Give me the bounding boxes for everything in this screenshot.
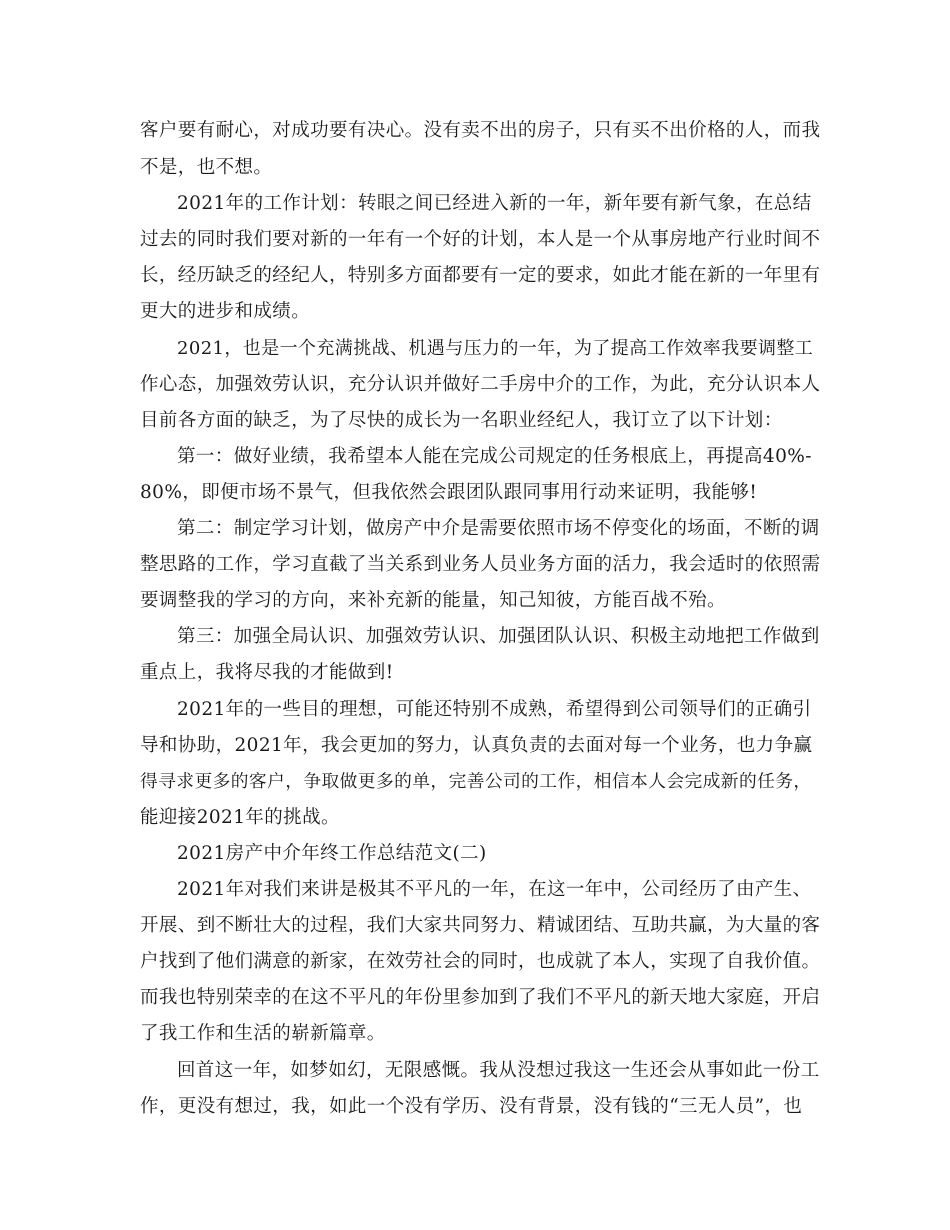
text-line: 得寻求更多的客户，争取做更多的单，完善公司的工作，相信本人会完成新的任务， <box>140 772 812 792</box>
text-line: 回首这一年，如梦如幻，无限感慨。我从没想过我这一生还会从事如此一份工 <box>177 1060 820 1081</box>
text-line: 第三：加强全局认识、加强效劳认识、加强团队认识、积极主动地把工作做到 <box>177 626 820 647</box>
text-line: 更大的进步和成绩。 <box>140 301 311 322</box>
text-line: 导和协助，2021年，我会更加的努力，认真负责的去面对每一个业务，也力争赢 <box>140 735 813 756</box>
text-line: 2021，也是一个充满挑战、机遇与压力的一年，为了提高工作效率我要调整工 <box>177 338 814 359</box>
text-line: 2021年的工作计划：转眼之间已经进入新的一年，新年要有新气象，在总结 <box>177 193 812 214</box>
text-line: 了我工作和生活的崭新篇章。 <box>140 1023 386 1044</box>
text-line: 整思路的工作，学习直截了当关系到业务人员业务方面的活力，我会适时的依照需 <box>140 554 821 575</box>
text-line: 过去的同时我们要对新的一年有一个好的计划，本人是一个从事房地产行业时间不 <box>140 229 821 250</box>
text-line: 作心态，加强效劳认识，充分认识并做好二手房中介的工作，为此，充分认识本人 <box>140 374 821 395</box>
text-line: 2021年的一些目的理想，可能还特别不成熟，希望得到公司领导们的正确引 <box>177 699 812 720</box>
text-line: 长，经历缺乏的经纪人，特别多方面都要有一定的要求，如此才能在新的一年里有 <box>140 265 821 286</box>
text-line: 开展、到不断壮大的过程，我们大家共同努力、精诚团结、互助共赢，为大量的客 <box>140 915 821 936</box>
text-line: 第一：做好业绩，我希望本人能在完成公司规定的任务根底上，再提高40%- <box>177 446 812 467</box>
text-line: 要调整我的学习的方向，来补充新的能量，知己知彼，方能百战不殆。 <box>140 590 726 611</box>
section-heading: 2021房产中介年终工作总结范文(二) <box>177 843 487 864</box>
text-line: 而我也特别荣幸的在这不平凡的年份里参加到了我们不平凡的新天地大家庭，开启 <box>140 987 821 1008</box>
text-line: 户找到了他们满意的新家，在效劳社会的同时，也成就了本人，实现了自我价值。 <box>140 951 821 972</box>
text-line: 作，更没有想过，我，如此一个没有学历、没有背景，没有钱的“三无人员”，也 <box>140 1096 803 1117</box>
text-line: 客户要有耐心，对成功要有决心。没有卖不出的房子，只有买不出价格的人，而我 <box>140 120 821 141</box>
text-line: 2021年对我们来讲是极其不平凡的一年，在这一年中，公司经历了由产生、 <box>177 879 812 900</box>
text-line: 第二：制定学习计划，做房产中介是需要依照市场不停变化的场面，不断的调 <box>177 518 820 539</box>
text-line: 80%，即便市场不景气，但我依然会跟团队跟同事用行动来证明，我能够! <box>140 482 758 503</box>
text-line: 能迎接2021年的挑战。 <box>140 807 340 828</box>
text-line: 目前各方面的缺乏，为了尽快的成长为一名职业经纪人，我订立了以下计划： <box>140 410 783 431</box>
text-line: 不是，也不想。 <box>140 157 273 178</box>
text-line: 重点上，我将尽我的才能做到! <box>140 662 394 683</box>
